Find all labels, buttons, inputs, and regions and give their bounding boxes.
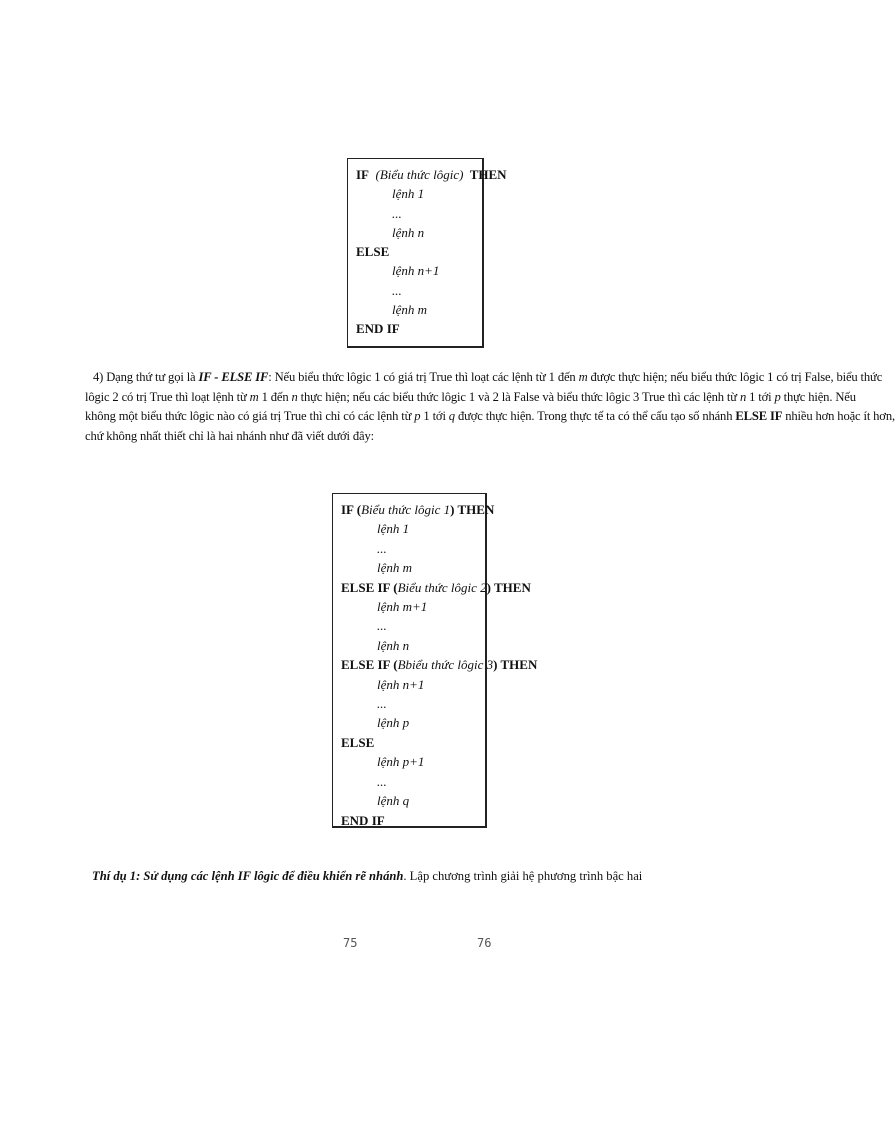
code-box-if-else — [347, 158, 507, 348]
expression: Biểu thức lôgic 2 — [397, 579, 487, 595]
text: thực hiện; nếu các biểu thức lôgic 1 và 2 là False và biểu thức lôgic 3 True thì các lệnh từ — [297, 389, 740, 404]
keyword: ) THEN — [493, 657, 538, 673]
code-line: END IF — [341, 812, 385, 828]
text: 4) Dạng thứ tư gọi là — [93, 370, 199, 384]
code-line: lệnh m — [377, 560, 413, 576]
code-box-if-else-if — [332, 493, 538, 828]
para-line — [85, 407, 895, 427]
expression: Biểu thức lôgic 1 — [361, 502, 451, 517]
expression: Bbiểu thức lôgic 3 — [397, 657, 494, 673]
code-line: lệnh n+1 — [377, 676, 425, 692]
code-line: lệnh p+1 — [377, 754, 425, 770]
code-line: lệnh m+1 — [377, 599, 428, 615]
code-line: ... — [392, 282, 402, 298]
code-line: ... — [377, 618, 387, 634]
code-line — [341, 655, 538, 674]
code-line: lệnh n — [392, 224, 425, 240]
code-line: lệnh 1 — [392, 186, 425, 202]
para-line: chứ không nhất thiết chỉ là hai nhánh như đã viết dưới đây: — [85, 428, 374, 443]
keyword: IF ( — [341, 502, 362, 517]
text: thực hiện. Nếu — [780, 389, 856, 404]
code-line: ... — [377, 696, 387, 712]
code-line: ... — [392, 205, 402, 221]
code-line: lệnh q — [377, 793, 410, 809]
example-title: Thí dụ 1: Sử dụng các lệnh IF lôgic để điều khiển rẽ nhánh — [92, 869, 404, 883]
keyword: ) THEN — [486, 579, 531, 595]
para-line — [85, 368, 883, 388]
code-line: ... — [377, 773, 387, 789]
keyword: ELSE IF ( — [341, 657, 398, 673]
page-number-left: 75 — [343, 936, 358, 950]
keyword: IF — [356, 167, 369, 182]
code-line: lệnh m — [392, 302, 428, 318]
text: q — [448, 409, 455, 423]
keyword: ) THEN — [450, 502, 495, 517]
text: lôgic 2 có trị True thì loạt lệnh từ — [85, 389, 250, 404]
code-line: lệnh p — [377, 715, 410, 731]
code-line: ELSE — [341, 734, 375, 750]
text: p — [774, 389, 781, 404]
code-line: lệnh 1 — [377, 521, 410, 537]
code-line — [341, 578, 531, 597]
code-line: lệnh n — [377, 637, 410, 653]
expression: (Biểu thức lôgic) — [375, 167, 464, 182]
example-heading — [92, 869, 642, 884]
example-text: . Lập chương trình giải hệ phương trình bậc hai — [403, 869, 643, 883]
page-number-right: 76 — [477, 936, 492, 950]
text: IF - ELSE IF — [198, 370, 269, 384]
code-line: lệnh n+1 — [392, 263, 440, 279]
text: 1 đến — [258, 389, 292, 404]
text: nhiều hơn hoặc ít hơn, — [782, 409, 895, 423]
code-line: ... — [377, 540, 387, 556]
text: : Nếu biểu thức lôgic 1 có giá trị True thì loạt các lệnh từ 1 đến — [268, 370, 579, 384]
paragraph-if-else-if — [85, 368, 895, 446]
text: m — [249, 389, 259, 404]
text: m — [578, 370, 588, 384]
keyword: ELSE IF ( — [341, 579, 398, 595]
text: được thực hiện. Trong thực tế ta có thể cấu tạo số nhánh — [454, 409, 736, 423]
text: n — [291, 389, 298, 404]
text: không một biểu thức lôgic nào có giá trị True thì chỉ có các lệnh từ — [85, 409, 415, 423]
text: p — [414, 409, 421, 423]
text: ELSE IF — [735, 409, 783, 423]
code-line: ELSE — [356, 244, 390, 260]
code-line — [341, 500, 495, 519]
para-line — [85, 388, 856, 408]
text: được thực hiện; nếu biểu thức lôgic 1 có trị False, biểu thức — [587, 370, 883, 384]
text: 1 tới — [746, 389, 775, 404]
code-line: END IF — [356, 321, 400, 337]
keyword: THEN — [469, 167, 507, 182]
text: 1 tới — [420, 409, 449, 423]
text: n — [739, 389, 747, 404]
code-line — [356, 165, 507, 184]
